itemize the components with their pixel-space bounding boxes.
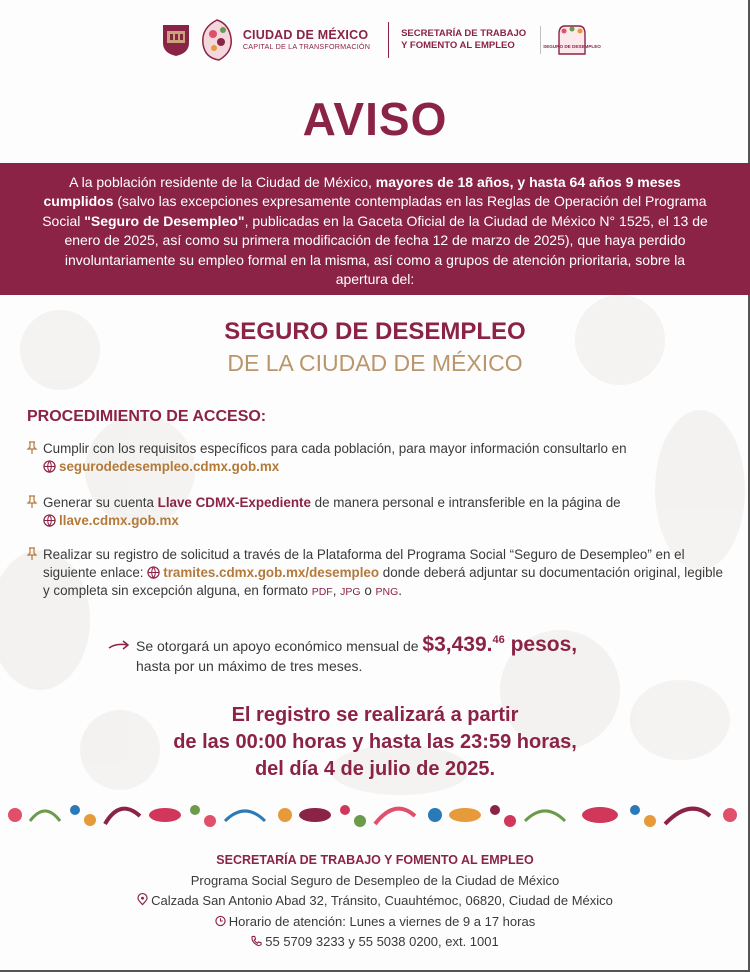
format-png: PNG [375,586,399,598]
footer-phones-row [0,932,750,953]
globe-icon [43,514,56,527]
footer-program: Programa Social Seguro de Desempleo de la Ciudad de México [190,872,560,888]
intro-banner [0,163,750,295]
procedure-step-3 [27,546,727,601]
banner-bold-2: "Seguro de Desempleo" [84,212,245,229]
procedure-step-1 [27,440,727,476]
footer-address: Calzada San Antonio Abad 32, Tránsito, Cuauhtémoc, 06820, Ciudad de México [151,893,613,908]
step-2-post: de manera personal e intransferible en la página de [310,495,621,510]
amount-unit: pesos, [504,633,578,656]
footer [0,850,750,953]
format-pdf: PDF [311,586,333,598]
pin-icon [27,495,37,509]
support-amount-block [108,630,668,676]
step-2-link[interactable] [43,513,179,528]
decorative-border-strip [0,796,750,834]
step-1-text: Cumplir con los requisitos específicos para cada población, para mayor información consultarlo en [43,441,627,456]
secretaria-line-1: SECRETARÍA DE TRABAJO [401,28,527,40]
pin-icon [27,547,37,561]
support-post: hasta por un máximo de tres meses. [136,658,363,674]
footer-address-row [0,891,750,912]
banner-text-2: (salvo las excepciones expresamente contempladas en las Reglas de Operación del Programa Social [42,193,707,229]
arrow-right-icon [108,638,130,652]
globe-icon [147,566,160,579]
format-sep-1: , [332,583,341,598]
footer-phones: 55 5709 3233 y 55 5038 0200, ext. 1001 [265,934,499,949]
cdmx-flower-logo-icon [199,18,235,62]
banner-text-3: , publicadas en la Gaceta Oficial de la Ciudad de México N° 1525, el 13 de enero de 2025, así como su primera modificación de fecha 12 de marzo de 2025), que haya perdido involuntariamente su empleo formal en la misma, así como a grupos de atención prioritaria, sobre la apertura del: [64,212,708,288]
banner-bold-1: mayores de 18 años, y hasta 64 años 9 meses cumplidos [43,174,681,210]
page-title: AVISO [302,93,448,145]
cdmx-wordmark [243,29,370,51]
step-3-end: . [398,583,402,598]
format-sep-2: o [360,583,376,598]
step-2-highlight: Llave CDMX-Expediente [157,495,311,510]
registration-line-1: El registro se realizará a partir [231,704,519,726]
header-logos [0,14,750,66]
globe-icon [43,460,56,473]
format-jpg: JPG [340,586,361,598]
seguro-logo-text: SEGURO DE DESEMPLEO [543,44,602,49]
step-3-pre: Realizar su registro de solicitud a través de la Plataforma del Programa Social “Seguro de Desempleo” en el siguiente enlace: [43,547,685,580]
amount-main: $3,439. [422,633,493,656]
cdmx-subtitle: CAPITAL DE LA TRANSFORMACIÓN [242,41,371,51]
support-amount [422,633,577,656]
registration-line-3: del día 4 de julio de 2025. [254,758,496,780]
program-subtitle: DE LA CIUDAD DE MÉXICO [227,350,523,376]
procedure-step-2 [27,494,727,530]
footer-title: SECRETARÍA DE TRABAJO Y FOMENTO AL EMPLEO [216,853,534,867]
secretaria-wordmark [401,28,526,52]
program-title: SEGURO DE DESEMPLEO [224,318,526,345]
header-divider-2 [540,26,541,54]
step-2-link-text: llave.cdmx.gob.mx [59,513,179,528]
support-pre: Se otorgará un apoyo económico mensual de [136,638,423,654]
header-divider [388,22,389,58]
step-1-link[interactable] [43,459,279,474]
step-2-pre: Generar su cuenta [43,495,158,510]
step-3-link[interactable] [147,565,379,580]
pin-icon [27,441,37,455]
secretaria-line-2: Y FOMENTO AL EMPLEO [401,40,515,51]
registration-line-2: de las 00:00 horas y hasta las 23:59 horas, [173,731,577,753]
seguro-desempleo-logo-icon [543,22,602,58]
clock-icon [215,915,226,927]
step-3-mid: donde deberá adjuntar su documentación original, legible y completa sin excepción alguna, en formato [43,565,723,598]
footer-hours: Horario de atención: Lunes a viernes de 9 a 17 horas [228,913,536,929]
amount-cents: 46 [492,634,505,646]
procedure-title: PROCEDIMIENTO DE ACCESO: [27,408,267,425]
location-pin-icon [137,894,148,906]
step-3-link-text: tramites.cdmx.gob.mx/desempleo [163,565,380,580]
cdmx-shield-icon [161,23,191,57]
cdmx-title: CIUDAD DE MÉXICO [242,28,369,43]
registration-dates [0,702,750,783]
footer-hours-row [0,912,750,933]
phone-icon [251,935,262,947]
banner-text-1: A la población residente de la Ciudad de México, [69,174,376,190]
step-1-link-text: segurodedesempleo.cdmx.gob.mx [59,459,280,474]
